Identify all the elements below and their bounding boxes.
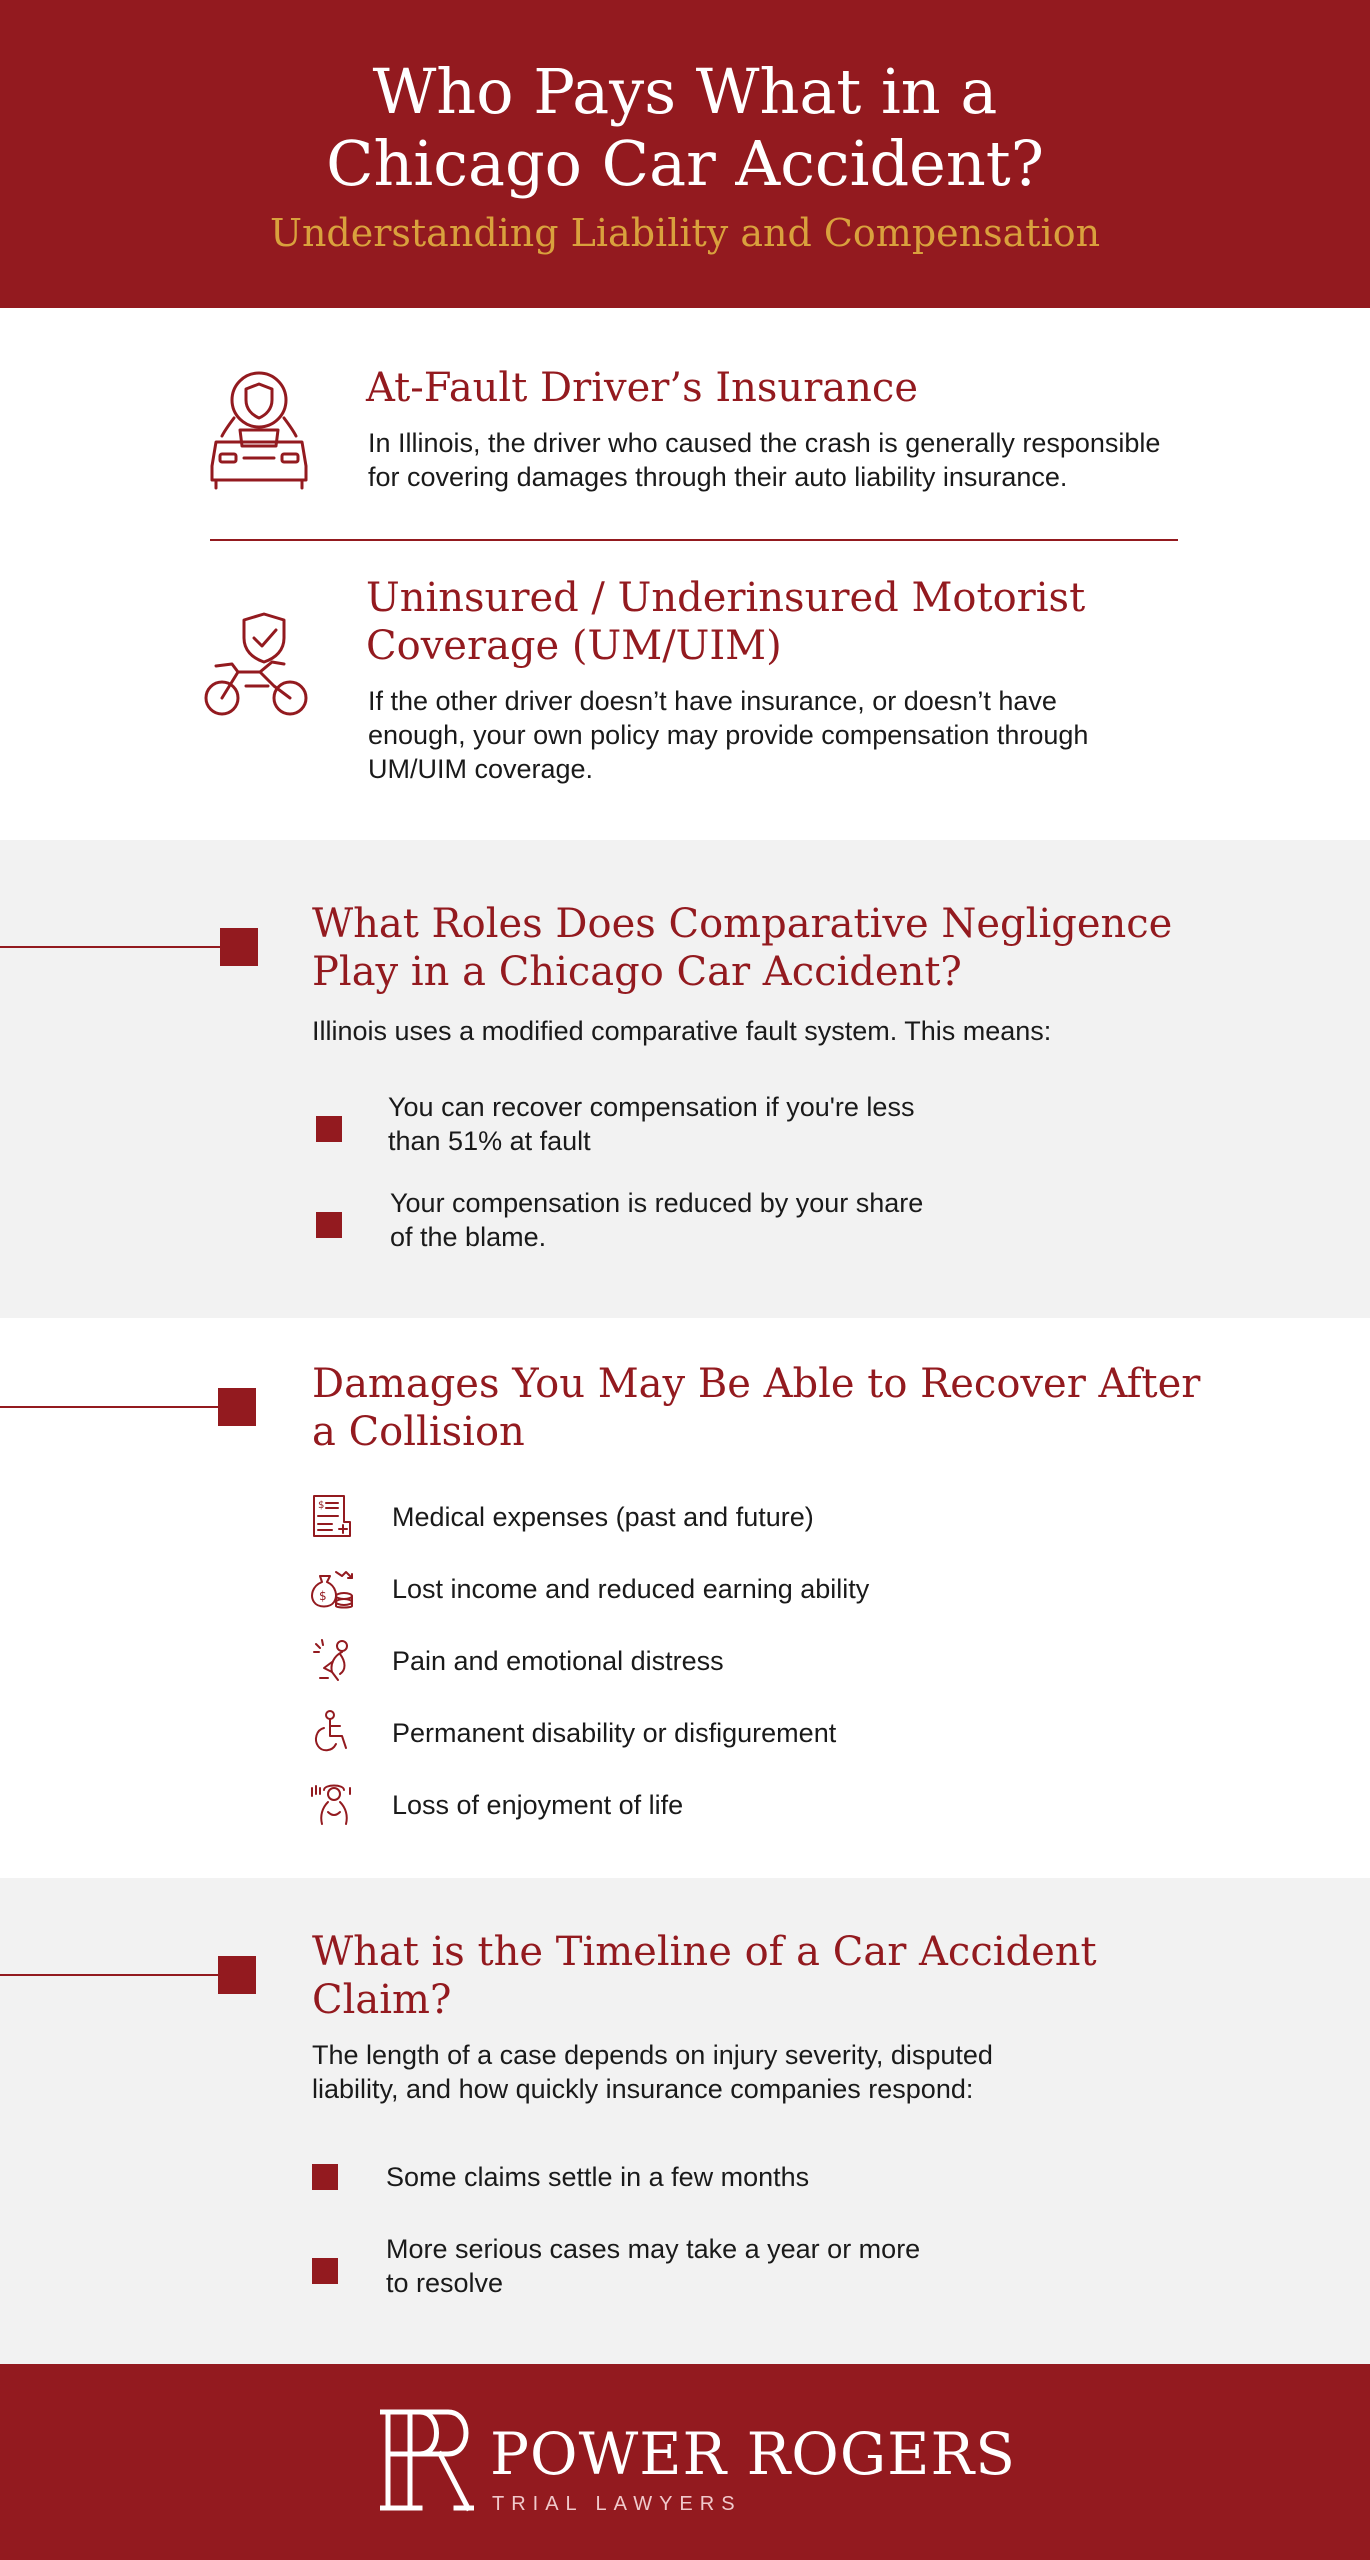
bullet-marker — [312, 2258, 338, 2284]
person-in-pain-icon — [310, 1638, 354, 1682]
negligence-intro: Illinois uses a modified comparative fault system. This means: — [312, 1016, 1052, 1046]
um-uim-text-line-3: UM/UIM coverage. — [368, 754, 594, 784]
um-uim-text-line-2: enough, your own policy may provide compensation through — [368, 720, 1089, 750]
damages-item-1: Medical expenses (past and future) — [392, 1502, 814, 1532]
timeline-bullet-2-line-1: More serious cases may take a year or more — [386, 2234, 921, 2264]
money-bag-coins-icon — [310, 1566, 354, 1610]
timeline-title-line-1: What is the Timeline of a Car Accident — [312, 1929, 1097, 1975]
comparative-negligence-section — [0, 840, 1370, 1318]
negligence-title-line-1: What Roles Does Comparative Negligence — [312, 901, 1173, 947]
negligence-bullet-2-line-1: Your compensation is reduced by your share — [390, 1188, 924, 1218]
negligence-title — [312, 900, 1172, 996]
title-line-1: Who Pays What in a — [372, 55, 998, 128]
brand-name: POWER ROGERS — [490, 2420, 1016, 2488]
title-line-2: Chicago Car Accident? — [326, 127, 1044, 200]
negligence-bullet-1-line-1: You can recover compensation if you're less — [388, 1092, 915, 1122]
section-connector-line — [0, 1974, 220, 1976]
timeline-intro-line-1: The length of a case depends on injury severity, disputed — [312, 2040, 993, 2070]
damages-title-line-2: a Collision — [312, 1409, 525, 1455]
header-banner — [0, 0, 1370, 308]
negligence-title-line-2: Play in a Chicago Car Accident? — [312, 949, 962, 995]
timeline-bullet-1: Some claims settle in a few months — [386, 2162, 810, 2192]
damages-item-4: Permanent disability or disfigurement — [392, 1718, 837, 1748]
damages-title-line-1: Damages You May Be Able to Recover After — [312, 1361, 1201, 1407]
timeline-title-line-2: Claim? — [312, 1977, 452, 2023]
um-uim-title — [366, 574, 1085, 670]
power-rogers-logo — [380, 2404, 474, 2516]
timeline-intro-line-2: liability, and how quickly insurance companies respond: — [312, 2074, 974, 2104]
negligence-bullet-1 — [388, 1090, 914, 1158]
svg-text:PR: PR — [380, 2404, 382, 2405]
damages-item-2: Lost income and reduced earning ability — [392, 1574, 870, 1604]
distressed-person-icon — [310, 1782, 354, 1826]
section-divider — [210, 539, 1178, 541]
driver-shield-car-icon — [206, 370, 312, 490]
bullet-marker — [312, 2164, 338, 2190]
negligence-bullet-1-line-2: than 51% at fault — [388, 1126, 591, 1156]
svg-text:$: $ — [319, 1589, 327, 1603]
timeline-bullet-2-line-2: to resolve — [386, 2268, 504, 2298]
um-uim-title-line-2: Coverage (UM/UIM) — [366, 623, 782, 669]
page-subtitle: Understanding Liability and Compensation — [269, 211, 1101, 255]
um-uim-text — [368, 684, 1188, 786]
bullet-marker — [316, 1116, 342, 1142]
timeline-title — [312, 1928, 1097, 2024]
damages-title — [312, 1360, 1200, 1456]
bullet-marker — [316, 1212, 342, 1238]
damages-section — [0, 1318, 1370, 1878]
section-connector-line — [0, 946, 222, 948]
timeline-bullet-2 — [386, 2232, 920, 2300]
svg-text:$: $ — [318, 1500, 325, 1511]
um-uim-text-line-1: If the other driver doesn’t have insurance, or doesn’t have — [368, 686, 1057, 716]
timeline-section — [0, 1878, 1370, 2364]
motorcycle-shield-icon — [202, 610, 312, 720]
section-connector-line — [0, 1406, 220, 1408]
negligence-bullet-2 — [390, 1186, 923, 1254]
page-title — [0, 56, 1370, 200]
at-fault-text-line-2: for covering damages through their auto liability insurance. — [368, 462, 1068, 492]
damages-item-5: Loss of enjoyment of life — [392, 1790, 684, 1820]
medical-bill-icon — [310, 1494, 354, 1538]
negligence-bullet-2-line-2: of the blame. — [390, 1222, 547, 1252]
section-marker — [218, 1956, 256, 1994]
at-fault-insurance-text — [368, 426, 1188, 494]
brand-tagline: TRIAL LAWYERS — [492, 2493, 742, 2515]
at-fault-text-line-1: In Illinois, the driver who caused the crash is generally responsible — [368, 428, 1161, 458]
section-marker — [220, 928, 258, 966]
footer-banner — [0, 2364, 1370, 2560]
insurance-section — [0, 308, 1370, 840]
wheelchair-icon — [310, 1710, 354, 1754]
timeline-intro — [312, 2038, 993, 2106]
at-fault-insurance-title: At-Fault Driver’s Insurance — [366, 365, 918, 411]
damages-item-3: Pain and emotional distress — [392, 1646, 724, 1676]
um-uim-title-line-1: Uninsured / Underinsured Motorist — [366, 575, 1086, 621]
section-marker — [218, 1388, 256, 1426]
